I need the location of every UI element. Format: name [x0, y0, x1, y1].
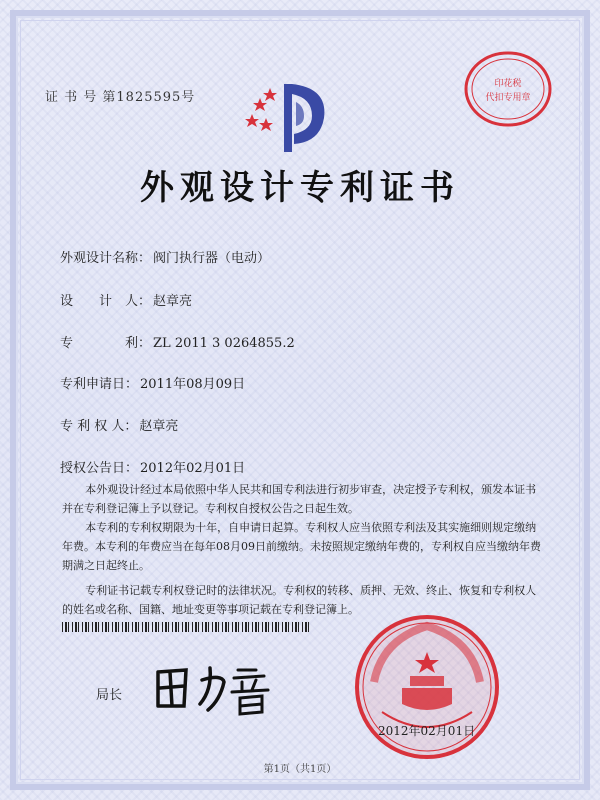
- field-label: 设 计 人：: [60, 294, 152, 309]
- field-value: 赵章亮: [153, 294, 193, 309]
- field-label: 外观设计名称：: [60, 251, 152, 266]
- official-seal: [352, 612, 502, 766]
- field-label: 专 利 权 人：: [60, 419, 138, 434]
- field-designer: [60, 290, 192, 309]
- field-label: 专利申请日：: [60, 377, 139, 392]
- director-label: 局长: [96, 688, 123, 703]
- paragraph: 专利证书记载专利权登记时的法律状况。专利权的转移、质押、无效、终止、恢复和专利权人的姓名或名称、国籍、地址变更等事项记载在专利登记簿上。: [62, 584, 537, 616]
- issue-date: 2012年02月01日: [378, 724, 476, 738]
- paragraph: 本专利的专利权期限为十年，自申请日起算。专利权人应当依照专利法及其实施细则规定缴纳年费。本专利的年费应当在每年08月09日前缴纳。未按照规定缴纳年费的，专利权自应当缴纳年费期满之日起终止。: [62, 521, 541, 572]
- field-design-name: [60, 247, 270, 266]
- field-label: 授权公告日：: [60, 461, 139, 476]
- field-publication-date: [60, 457, 245, 476]
- field-value: 阀门执行器（电动）: [153, 251, 271, 266]
- field-value: 2011年08月09日: [140, 377, 246, 392]
- field-value: 2012年02月01日: [140, 461, 246, 476]
- certificate-title: 外观设计专利证书: [140, 168, 460, 208]
- paragraph: 本外观设计经过本局依照中华人民共和国专利法进行初步审查，决定授予专利权，颁发本证书并在专利登记簿上予以登记。专利权自授权公告之日起生效。: [62, 483, 537, 515]
- barcode: [62, 622, 312, 632]
- field-value: 赵章亮: [139, 419, 179, 434]
- tax-stamp: [462, 48, 554, 134]
- svg-text:印花税: 印花税: [494, 79, 522, 89]
- body-text: [62, 480, 542, 619]
- field-value: ZL 2011 3 0264855.2: [153, 336, 295, 351]
- field-application-date: [60, 373, 245, 392]
- sipo-logo-icon: [238, 78, 338, 158]
- certificate-number: 证 书 号 第1825595号: [45, 90, 196, 105]
- page-number: 第1页（共1页）: [263, 764, 337, 775]
- field-patent-number: [60, 332, 295, 351]
- director-signature: [152, 660, 282, 720]
- svg-text:代扣专用章: 代扣专用章: [485, 93, 531, 103]
- field-patentee: [60, 415, 178, 434]
- field-label: 专 利：: [60, 336, 152, 351]
